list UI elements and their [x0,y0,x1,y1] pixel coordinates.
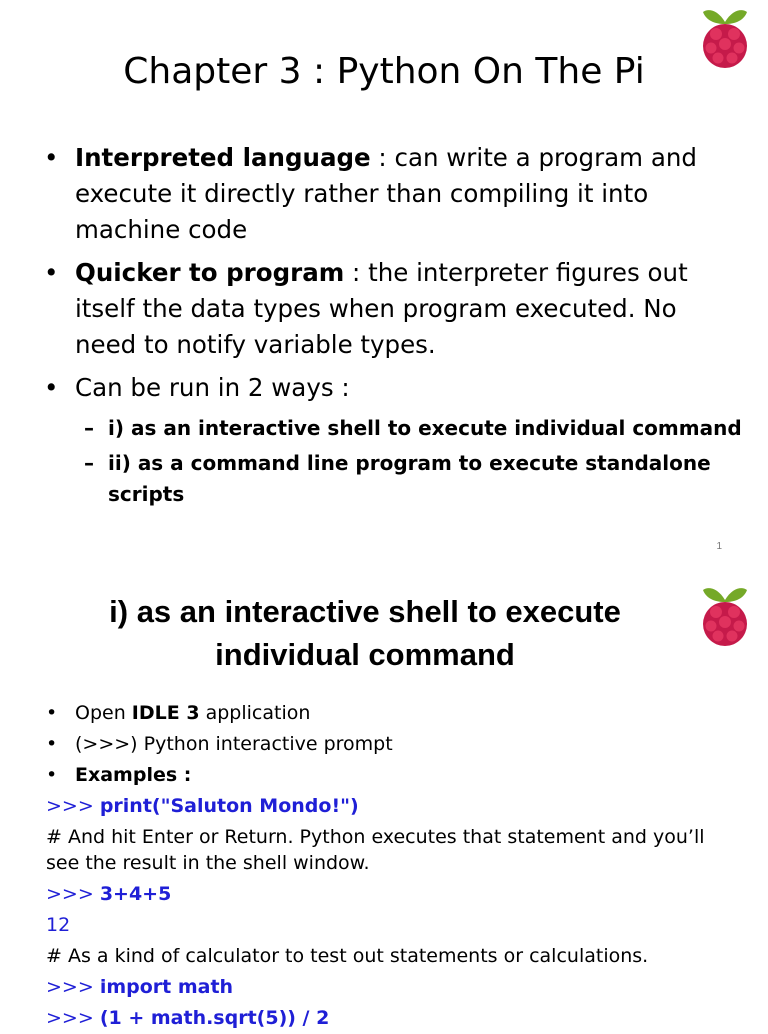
prompt-symbol: >>> [46,795,100,817]
bullet-text: : can write a program and execute it directly rather than compiling it into machine code [75,143,697,244]
bullet-text: Can be run in 2 ways : [75,373,350,402]
sub-item [44,448,744,510]
title-line: individual command [215,637,515,672]
bullet-text: Open [75,702,132,724]
bullet-text: (>>>) Python interactive prompt [75,733,393,755]
bullet-item [46,760,736,791]
bullet-list [44,140,744,510]
comment-line: # And hit Enter or Return. Python executes that statement and you’ll see the result in the shell window. [46,826,705,874]
code-text: (1 + math.sqrt(5)) / 2 [99,1007,330,1029]
bullet-marker: • [46,764,58,786]
bullet-term: Examples : [75,764,192,786]
dash-marker: – [84,416,94,440]
bullet-term: Interpreted language [75,143,371,172]
sub-item-text: i) as an interactive shell to execute individual command [108,416,742,440]
bullet-marker: • [44,373,59,402]
code-line [46,1003,736,1034]
slide-title [40,590,690,676]
bullet-text: : the interpreter figures out itself the data types when program executed. No need to notify variable types. [75,258,688,359]
prompt-symbol: >>> [46,976,100,998]
bullet-term: IDLE 3 [131,702,200,724]
bullet-term: Quicker to program [75,258,345,287]
output-line: 12 [46,914,71,936]
code-text: print("Saluton Mondo!") [99,795,359,817]
code-line [46,879,736,910]
bullet-item [44,255,744,363]
code-text: 3+4+5 [99,883,172,905]
slide-title: Chapter 3 : Python On The Pi [123,51,645,92]
bullet-text: application [199,702,311,724]
code-line [46,972,736,1003]
bullet-marker: • [46,733,58,755]
dash-marker: – [84,451,94,475]
slide-content [46,698,736,1034]
bullet-item [44,140,744,248]
prompt-symbol: >>> [46,883,100,905]
bullet-item [44,370,744,406]
page-number: 1 [716,541,722,552]
bullet-item [46,729,736,760]
raspberry-pi-logo-icon [698,584,752,648]
code-text: import math [99,976,234,998]
bullet-item [46,698,736,729]
sub-item [44,413,744,444]
sub-item-text: ii) as a command line program to execute standalone scripts [108,451,711,506]
prompt-symbol: >>> [46,1007,100,1029]
comment-line: # As a kind of calculator to test out statements or calculations. [46,945,649,967]
bullet-marker: • [44,143,59,172]
title-line: i) as an interactive shell to execute [109,594,621,629]
bullet-marker: • [46,702,58,724]
code-line [46,791,736,822]
bullet-marker: • [44,258,59,287]
slide-2 [0,570,768,1029]
